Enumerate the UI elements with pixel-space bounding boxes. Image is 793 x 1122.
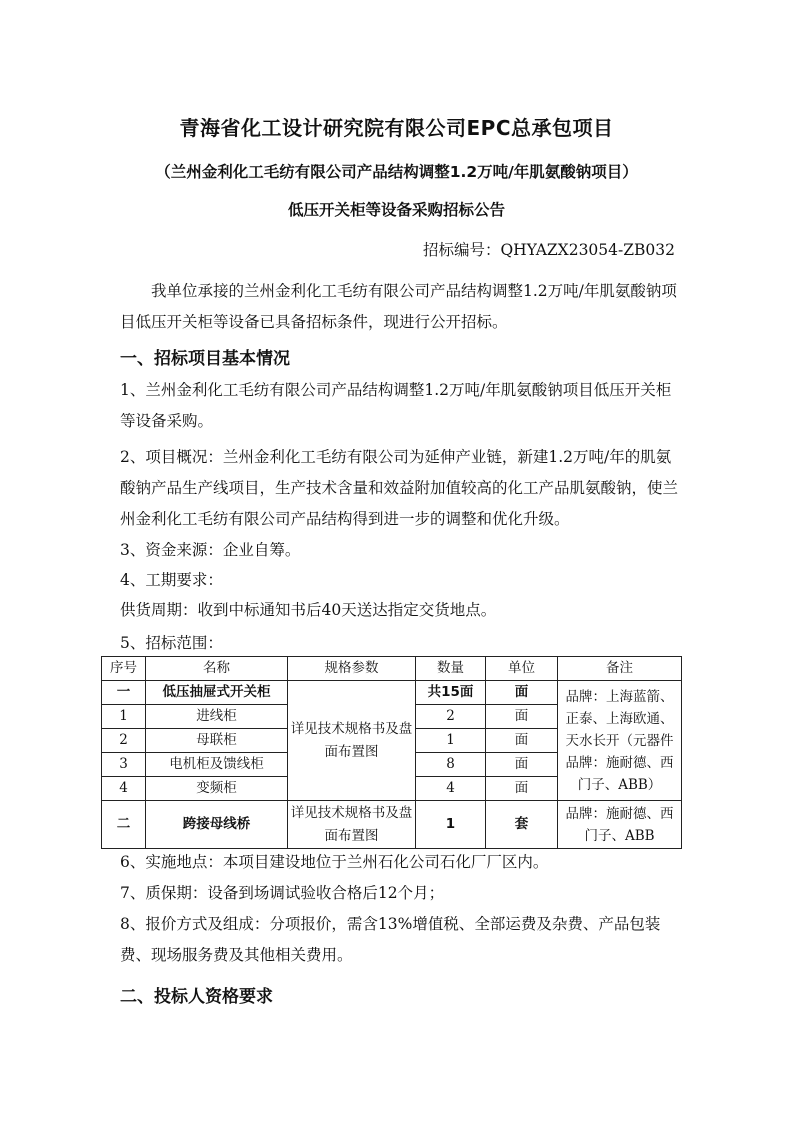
item-6: 6、实施地点：本项目建设地位于兰州石化公司石化厂厂区内。: [120, 853, 549, 871]
row-name: 进线柜: [146, 705, 288, 729]
row-number: 1: [102, 705, 146, 729]
notice-title: 低压开关柜等设备采购招标公告: [287, 201, 505, 219]
header-cell: 序号: [102, 657, 146, 681]
remark-cell: 品牌：施耐德、西门子、ABB: [558, 801, 682, 849]
row-quantity: 4: [416, 777, 486, 801]
item-5: 5、招标范围：: [120, 634, 223, 652]
remark-cell: 品牌：上海蓝箭、正泰、上海欧通、天水长开（元器件品牌：施耐德、西门子、ABB）: [558, 681, 682, 801]
item-8: 8、报价方式及组成：分项报价，需含13%增值税、全部运费及杂费、产品包装费、现场服务费及其他相关费用。: [120, 915, 661, 964]
delivery-period: 供货周期：收到中标通知书后40天送达指定交货地点。: [120, 601, 497, 619]
project-subtitle: （兰州金利化工毛纺有限公司产品结构调整1.2万吨/年肌氨酸钠项目）: [155, 163, 638, 181]
header-cell: 备注: [558, 657, 682, 681]
section1-heading: 一、招标项目基本情况: [120, 349, 290, 369]
item-2: 2、项目概况：兰州金利化工毛纺有限公司为延伸产业链，新建1.2万吨/年的肌氨酸钠产品生产线项目，生产技术含量和效益附加值较高的化工产品肌氨酸钠，使兰州金利化工毛纺有限公司产品结构得到进一步的调整和优化升级。: [120, 448, 679, 528]
row-unit: 面: [486, 729, 558, 753]
group-unit: 面: [486, 681, 558, 705]
intro-paragraph: 我单位承接的兰州金利化工毛纺有限公司产品结构调整1.2万吨/年肌氨酸钠项目低压开关柜等设备已具备招标条件，现进行公开招标。: [120, 282, 677, 331]
item-4: 4、工期要求：: [120, 571, 223, 589]
row-unit: 面: [486, 753, 558, 777]
group-quantity: 共15面: [416, 681, 486, 705]
header-cell: 单位: [486, 657, 558, 681]
row-name: 变频柜: [146, 777, 288, 801]
row-number: 3: [102, 753, 146, 777]
group-name: 跨接母线桥: [146, 801, 288, 849]
document-title: 青海省化工设计研究院有限公司EPC总承包项目: [179, 116, 614, 140]
section2-heading: 二、投标人资格要求: [120, 987, 273, 1007]
row-unit: 面: [486, 777, 558, 801]
group-unit: 套: [486, 801, 558, 849]
group-quantity: 1: [416, 801, 486, 849]
table-row: [102, 681, 682, 705]
spec-cell: 详见技术规格书及盘面布置图: [288, 801, 416, 849]
table-row: [102, 801, 682, 849]
scope-table: [101, 656, 682, 849]
row-name: 母联柜: [146, 729, 288, 753]
row-quantity: 8: [416, 753, 486, 777]
row-number: 4: [102, 777, 146, 801]
row-quantity: 2: [416, 705, 486, 729]
item-7: 7、质保期：设备到场调试验收合格后12个月；: [120, 884, 445, 902]
row-name: 电机柜及馈线柜: [146, 753, 288, 777]
header-cell: 数量: [416, 657, 486, 681]
bid-number: 招标编号：QHYAZX23054-ZB032: [422, 241, 675, 259]
group-number: 二: [102, 801, 146, 849]
row-unit: 面: [486, 705, 558, 729]
table-header-row: [102, 657, 682, 681]
spec-cell: 详见技术规格书及盘面布置图: [288, 681, 416, 801]
row-quantity: 1: [416, 729, 486, 753]
item-3: 3、资金来源：企业自筹。: [120, 541, 301, 559]
header-cell: 规格参数: [288, 657, 416, 681]
header-cell: 名称: [146, 657, 288, 681]
row-number: 2: [102, 729, 146, 753]
group-number: 一: [102, 681, 146, 705]
group-name: 低压抽屉式开关柜: [146, 681, 288, 705]
item-1: 1、兰州金利化工毛纺有限公司产品结构调整1.2万吨/年肌氨酸钠项目低压开关柜等设备采购。: [120, 381, 672, 430]
